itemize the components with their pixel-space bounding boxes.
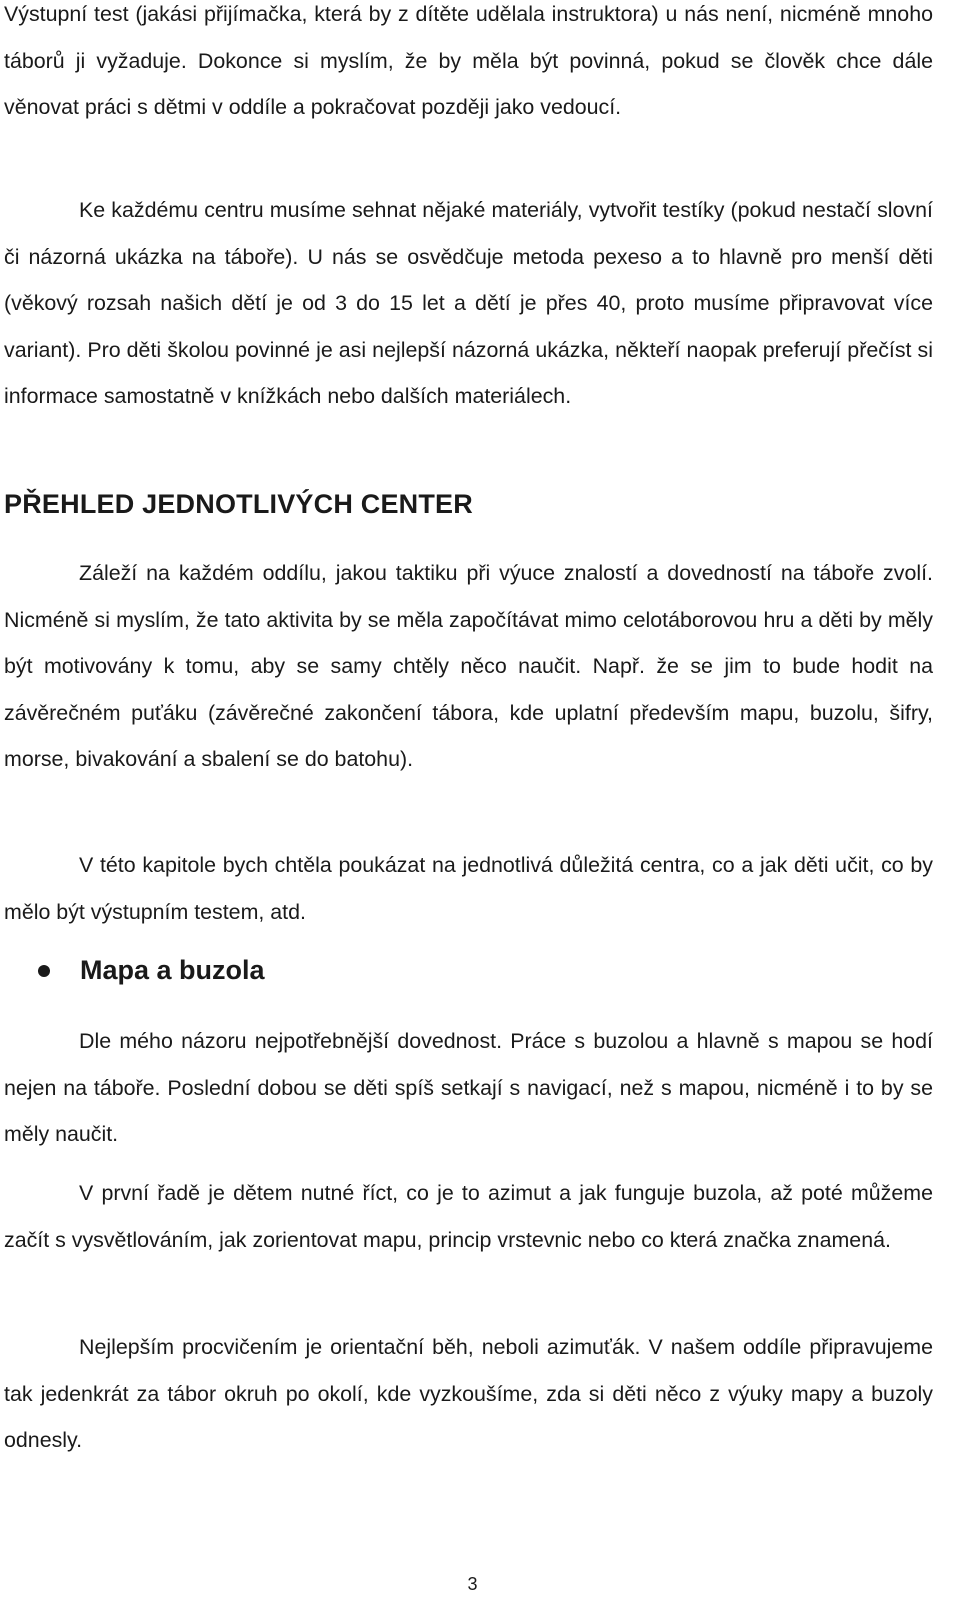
paragraph-materials: Ke každému centru musíme sehnat nějaké materiály, vytvořit testíky (pokud nestačí slovní či názorná ukázka na táboře). U nás se osvědčuje metoda pexeso a to hlavně pro menší děti (věkový rozsah našich dětí je od 3 do 15 let a dětí je přes 40, proto musíme připravovat více variant). Pro děti školou povinné je asi nejlepší názorná ukázka, někteří naopak preferují přečíst si informace samostatně v knížkách nebo dalších materiálech. <box>4 198 933 408</box>
bullet-icon <box>38 965 50 977</box>
paragraph-azimuth: V první řadě je dětem nutné říct, co je to azimut a jak funguje buzola, až poté můžeme začít s vysvětlováním, jak zorientovat mapu, princip vrstevnic nebo co která značka znamená. <box>4 1181 933 1252</box>
page-number: 3 <box>467 1574 478 1594</box>
paragraph-chapter-intro: V této kapitole bych chtěla poukázat na jednotlivá důležitá centra, co a jak děti učit, co by mělo být výstupním testem, atd. <box>4 853 933 924</box>
bullet-heading-map-compass: Mapa a buzola <box>80 955 265 985</box>
paragraph-map-skill: Dle mého názoru nejpotřebnější dovednost. Práce s buzolou a hlavně s mapou se hodí nejen na táboře. Poslední dobou se děti spíš setkají s navigací, než s mapou, nicméně i to by se měly naučit. <box>4 1029 933 1146</box>
section-heading: PŘEHLED JEDNOTLIVÝCH CENTER <box>4 489 473 519</box>
bullet-heading-row <box>4 955 265 986</box>
paragraph-exit-test: Výstupní test (jakási přijímačka, která by z dítěte udělala instruktora) u nás není, nicméně mnoho táborů ji vyžaduje. Dokonce si myslím, že by měla být povinná, pokud se člověk chce dále věnovat práci s dětmi v oddíle a pokračovat později jako vedoucí. <box>4 2 933 119</box>
paragraph-orienteering: Nejlepším procvičením je orientační běh, neboli azimuťák. V našem oddíle připravujeme tak jedenkrát za tábor okruh po okolí, kde vyzkoušíme, zda si děti něco z výuky mapy a buzoly odnesly. <box>4 1335 933 1452</box>
paragraph-tactics: Záleží na každém oddílu, jakou taktiku při výuce znalostí a dovedností na táboře zvolí. Nicméně si myslím, že tato aktivita by se měla započítávat mimo celotáborovou hru a děti by měly být motivovány k tomu, aby se samy chtěly něco naučit. Např. že se jim to bude hodit na závěrečném puťáku (závěrečné zakončení tábora, kde uplatní především mapu, buzolu, šifry, morse, bivakování a sbalení se do batohu). <box>4 561 933 771</box>
